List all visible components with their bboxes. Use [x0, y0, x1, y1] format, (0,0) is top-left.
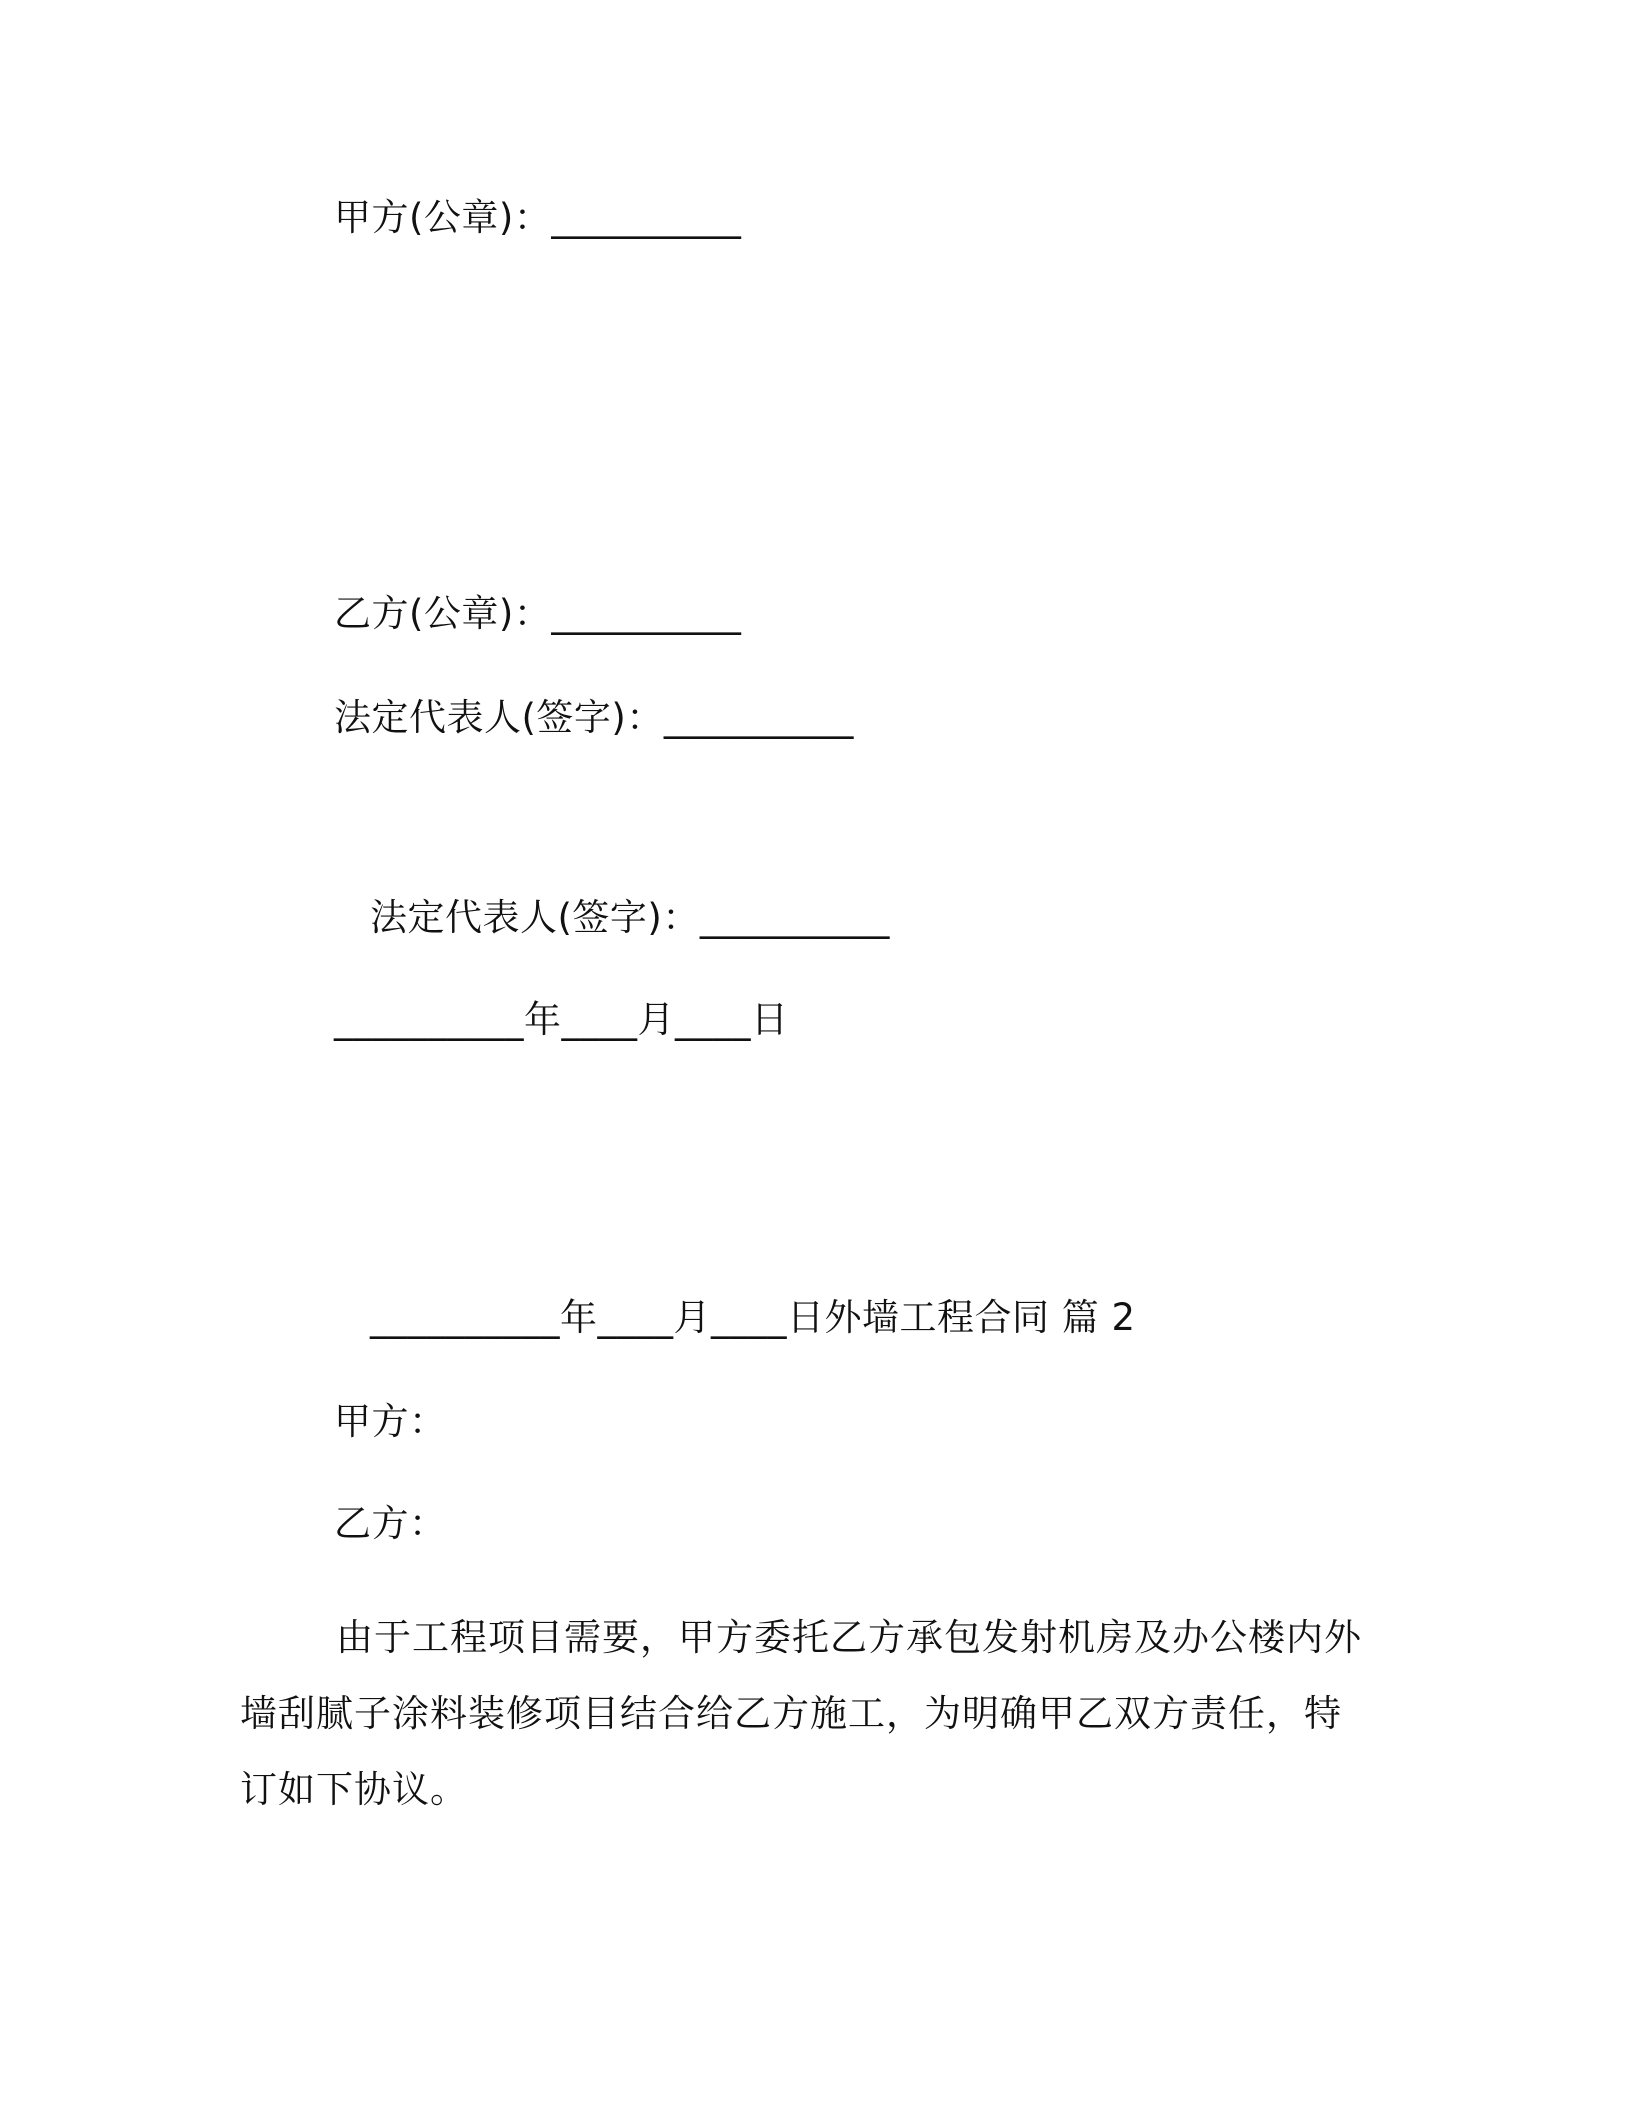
party-b-label: 乙方：: [334, 1502, 447, 1545]
date-line: __________年____月____日: [334, 998, 789, 1041]
legal-representative-line: 法定代表人(签字)：__________: [334, 696, 854, 739]
section-heading: __________年____月____日外墙工程合同 篇 2: [370, 1296, 1136, 1339]
legal-representative-line-indented: 法定代表人(签字)：__________: [370, 896, 890, 939]
party-b-seal-line: 乙方(公章)：__________: [334, 592, 742, 635]
party-a-seal-line: 甲方(公章)：__________: [334, 196, 742, 239]
party-a-label: 甲方：: [334, 1400, 447, 1443]
intro-paragraph: 由于工程项目需要，甲方委托乙方承包发射机房及办公楼内外墙刮腻子涂料装修项目结合给乙方施工，为明确甲乙双方责任，特订如下协议。: [240, 1616, 1362, 1811]
